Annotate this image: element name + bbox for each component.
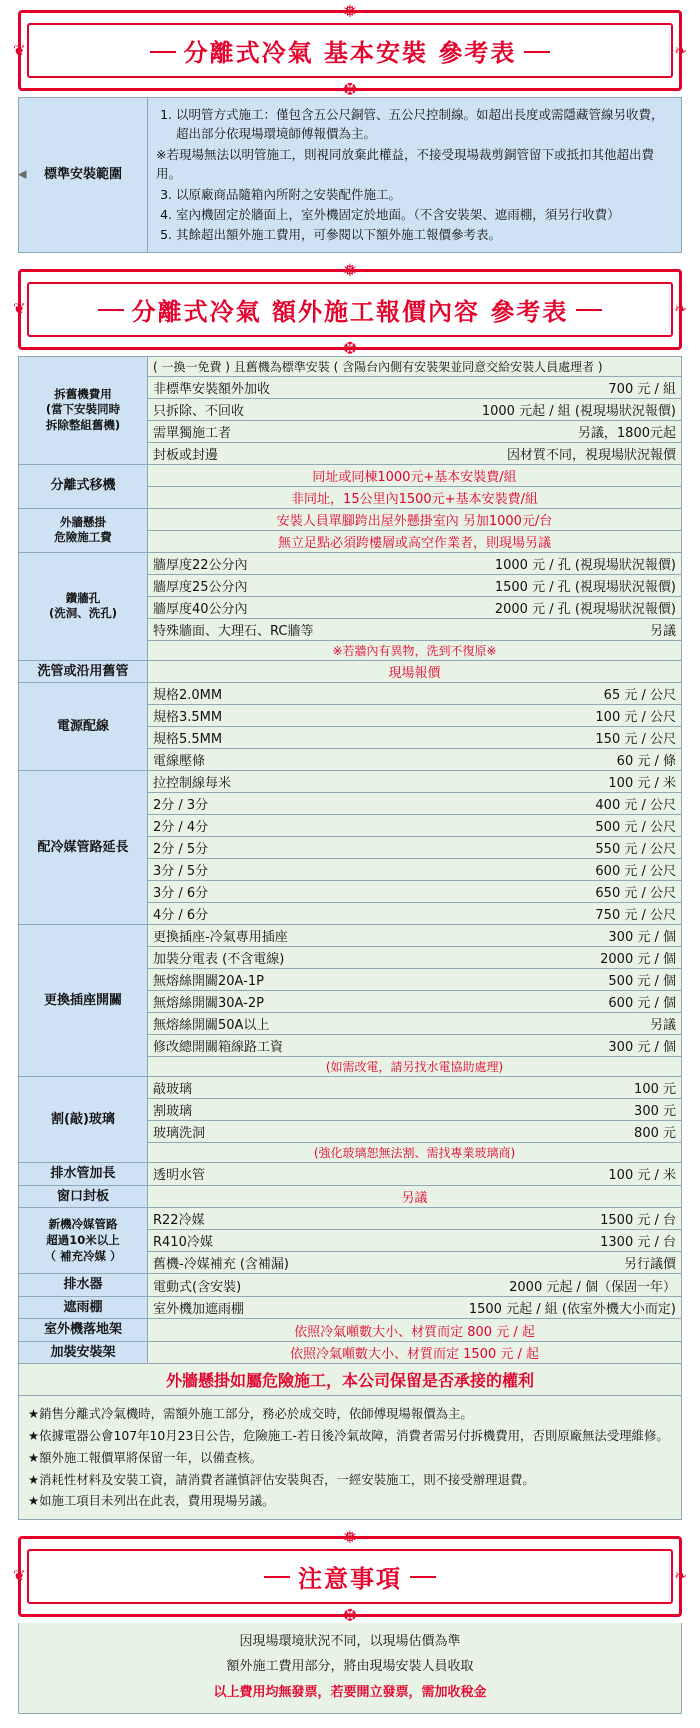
price-note: 另議 — [148, 1185, 682, 1208]
standard-scope-table — [18, 97, 682, 253]
price-row — [148, 969, 682, 991]
price-value: 700 元 / 組 — [608, 381, 676, 397]
row-label: 加裝安裝架 — [19, 1341, 148, 1364]
price-lead: ( 一換一免費 ) 且舊機為標準安裝 ( 含陽台內側有安裝架並同意交給安裝人員處理者 ) — [148, 356, 682, 376]
table-row — [19, 1163, 682, 1186]
price-value: 1000 元 / 孔 (視現場狀況報價) — [494, 557, 676, 573]
table-row — [19, 1319, 682, 1342]
list-item: 5. 其餘超出額外施工費用，可參閱以下額外施工報價參考表。 — [176, 225, 673, 244]
banner-title: 分離式冷氣 額外施工報價內容 參考表 — [132, 292, 569, 327]
price-value: 1000 元起 / 組 (視現場狀況報價) — [481, 403, 676, 419]
row-label: 室外機落地架 — [19, 1319, 148, 1342]
price-footnote: ※若牆內有異物，洗到不復原※ — [148, 640, 682, 660]
banner-title: 分離式冷氣 基本安裝 參考表 — [184, 33, 517, 68]
price-value: 300 元 — [634, 1104, 676, 1120]
table-row — [19, 1341, 682, 1364]
price-item: 牆厚度25公分內 — [153, 579, 248, 595]
price-item: 3分 / 5分 — [153, 864, 209, 880]
price-value: 550 元 / 公尺 — [595, 842, 676, 858]
price-item: 規格5.5MM — [153, 732, 223, 748]
row-label: 拆舊機費用 (當下安裝同時 拆除整組舊機) — [19, 356, 148, 464]
banner-notice — [13, 1527, 687, 1626]
price-item: 敲玻璃 — [153, 1082, 193, 1098]
ornament-left-icon: ❦ — [13, 41, 26, 59]
price-item: 規格2.0MM — [153, 688, 223, 704]
row-label: 鑽牆孔 (洗洞、洗孔) — [19, 552, 148, 660]
scope-content — [148, 98, 682, 253]
price-row — [148, 705, 682, 727]
price-value: 1500 元 / 孔 (視現場狀況報價) — [494, 579, 676, 595]
price-footnote: (強化玻璃恕無法割、需找專業玻璃商) — [148, 1143, 682, 1163]
price-value: 150 元 / 公尺 — [595, 732, 676, 748]
banner-extra-work — [13, 260, 687, 359]
price-note: 同址或同棟1000元+基本安裝費/組 — [148, 464, 682, 486]
price-note: 非同址，15公里內1500元+基本安裝費/組 — [148, 486, 682, 508]
ornament-bottom-icon: ❆ — [342, 1605, 358, 1626]
ornament-right-icon: ❧ — [674, 41, 687, 59]
price-value: 65 元 / 公尺 — [603, 688, 676, 704]
price-value: 100 元 / 公尺 — [595, 710, 676, 726]
price-value: 100 元 / 米 — [608, 776, 676, 792]
row-label: 電源配線 — [19, 683, 148, 771]
price-value: 500 元 / 個 — [608, 974, 676, 990]
price-note: 無立足點必須跨樓層或高空作業者，則現場另議 — [148, 530, 682, 552]
price-row — [148, 574, 682, 596]
table-row — [19, 925, 682, 947]
ornament-left-icon: ❦ — [13, 299, 26, 318]
ornament-top-icon: ❅ — [342, 1527, 358, 1548]
price-row — [148, 376, 682, 398]
price-item: 無熔絲開關50A以上 — [153, 1018, 270, 1034]
price-row — [148, 420, 682, 442]
price-value: 因材質不同，視現場狀況報價 — [506, 447, 676, 463]
row-label: 割(敲)玻璃 — [19, 1077, 148, 1163]
price-row — [148, 1035, 682, 1057]
banner-basic-install — [13, 2, 687, 100]
price-row — [148, 1121, 682, 1143]
list-item: 3. 以原廠商品隨箱內所附之安裝配件施工。 — [176, 185, 673, 204]
price-note: 安裝人員單腳跨出屋外懸掛室內 另加1000元/台 — [148, 508, 682, 530]
price-value: 60 元 / 條 — [616, 754, 676, 770]
row-label: 排水管加長 — [19, 1163, 148, 1186]
price-item: 無熔絲開關20A-1P — [153, 974, 264, 990]
price-item: 玻璃洗洞 — [153, 1126, 206, 1142]
price-sheet-page — [0, 2, 700, 1714]
notice-list — [18, 1623, 682, 1714]
price-row — [148, 1013, 682, 1035]
ornament-left-icon: ❦ — [13, 1566, 26, 1585]
footnote-item: ★如施工項目未列出在此表，費用現場另議。 — [28, 1493, 275, 1509]
price-row — [148, 596, 682, 618]
price-value: 400 元 / 公尺 — [595, 798, 676, 814]
price-value: 600 元 / 公尺 — [595, 864, 676, 880]
price-row — [148, 1208, 682, 1230]
ornament-right-icon: ❧ — [674, 1566, 687, 1585]
price-item: 2分 / 3分 — [153, 798, 209, 814]
extra-work-price-table — [18, 356, 682, 1365]
price-row — [148, 1077, 682, 1099]
table-row — [19, 1274, 682, 1297]
price-item: 只拆除、不回收 — [153, 403, 245, 419]
price-item: 2分 / 4分 — [153, 820, 209, 836]
price-value: 600 元 / 個 — [608, 996, 676, 1012]
price-note: 依照冷氣噸數大小、材質而定 800 元 / 起 — [148, 1319, 682, 1342]
list-item: 4. 室內機固定於牆面上，室外機固定於地面。（不含安裝架、遮雨棚，須另行收費） — [176, 205, 673, 224]
price-value: 300 元 / 個 — [608, 930, 676, 946]
price-item: 3分 / 6分 — [153, 886, 209, 902]
price-row — [148, 815, 682, 837]
price-item: 4分 / 6分 — [153, 908, 209, 924]
price-value: 1500 元 / 台 — [600, 1213, 676, 1229]
price-row — [148, 793, 682, 815]
price-value: 另議 — [649, 1018, 676, 1034]
price-footnote: (如需改電，請另找水電協助處理) — [148, 1057, 682, 1077]
table-row — [19, 464, 682, 486]
price-value: 另議 — [649, 623, 676, 639]
row-label: 排水器 — [19, 1274, 148, 1297]
price-row — [148, 991, 682, 1013]
price-row — [148, 771, 682, 793]
notice-item: 額外施工費用部分，將由現場安裝人員收取 — [226, 1659, 474, 1675]
list-item: 1. 以明管方式施工：僅包含五公尺銅管、五公尺控制線。如超出長度或需隱藏管線另收費，超出部分依現場環境師傅報價為主。 — [176, 105, 673, 144]
price-row — [148, 727, 682, 749]
price-item: 舊機-冷媒補充 (含補漏) — [153, 1257, 289, 1273]
price-item: 電線壓條 — [153, 754, 206, 770]
price-row — [148, 947, 682, 969]
footnotes — [18, 1396, 682, 1520]
price-item: 牆厚度22公分內 — [153, 557, 248, 573]
price-item: 室外機加遮雨棚 — [153, 1302, 245, 1318]
price-row — [148, 859, 682, 881]
row-label: 遮雨棚 — [19, 1296, 148, 1319]
ornament-top-icon: ❅ — [342, 260, 358, 281]
banner-title: 注意事項 — [298, 1559, 402, 1594]
price-value: 650 元 / 公尺 — [595, 886, 676, 902]
price-row — [148, 1252, 682, 1274]
price-row — [148, 925, 682, 947]
row-label: 窗口封板 — [19, 1185, 148, 1208]
price-item: 規格3.5MM — [153, 710, 223, 726]
price-value: 2000 元 / 孔 (視現場狀況報價) — [494, 601, 676, 617]
ornament-right-icon: ❧ — [674, 299, 687, 318]
price-row — [148, 1163, 682, 1186]
price-item: 透明水管 — [153, 1168, 206, 1184]
price-row — [148, 1274, 682, 1297]
danger-work-warning: 外牆懸掛如屬危險施工，本公司保留是否承接的權利 — [18, 1364, 682, 1396]
row-label: 更換插座開關 — [19, 925, 148, 1077]
price-value: 300 元 / 個 — [608, 1040, 676, 1056]
price-item: 電動式(含安裝) — [153, 1279, 242, 1295]
list-item: ※若現場無法以明管施工，則視同放棄此權益，不接受現場裁剪銅管留下或抵扣其他超出費用。 — [156, 146, 654, 182]
row-label: 配冷媒管路延長 — [19, 771, 148, 925]
price-item: 2分 / 5分 — [153, 842, 209, 858]
price-item: 修改總開關箱線路工資 — [153, 1040, 284, 1056]
price-note: 依照冷氣噸數大小、材質而定 1500 元 / 起 — [148, 1341, 682, 1364]
price-row — [148, 749, 682, 771]
price-row — [148, 837, 682, 859]
price-item: 拉控制線每米 — [153, 776, 232, 792]
price-item: 特殊牆面、大理石、RC牆等 — [153, 623, 314, 639]
price-row — [148, 442, 682, 464]
price-value: 1500 元起 / 組 (依室外機大小而定) — [468, 1302, 676, 1318]
price-value: 1300 元 / 台 — [600, 1235, 676, 1251]
footnote-item: ★消耗性材料及安裝工資，請消費者謹慎評估安裝與否，一經安裝施工，則不接受辦理退費。 — [28, 1471, 535, 1487]
footnote-item: ★額外施工報價單將保留一年，以備查核。 — [28, 1449, 263, 1465]
price-item: R22冷媒 — [153, 1213, 205, 1229]
price-row — [148, 881, 682, 903]
notice-item: 以上費用均無發票，若要開立發票，需加收稅金 — [213, 1684, 487, 1700]
price-row — [148, 1230, 682, 1252]
price-row — [148, 1296, 682, 1319]
price-item: 需單獨施工者 — [153, 425, 232, 441]
price-item: 更換插座-冷氣專用插座 — [153, 930, 288, 946]
table-row — [19, 1296, 682, 1319]
price-note: 現場報價 — [148, 660, 682, 683]
row-label: 外牆懸掛 危險施工費 — [19, 508, 148, 552]
scope-label: ◀ 標準安裝範圍 — [19, 98, 148, 253]
price-value: 800 元 — [634, 1126, 676, 1142]
table-row — [19, 771, 682, 793]
ornament-bottom-icon: ❆ — [342, 80, 358, 100]
price-row — [148, 1099, 682, 1121]
ornament-top-icon: ❅ — [342, 2, 358, 22]
row-label: 分離式移機 — [19, 464, 148, 508]
row-label: 新機冷媒管路 超過10米以上 （ 補充冷媒 ） — [19, 1208, 148, 1274]
price-value: 2000 元 / 個 — [600, 952, 676, 968]
table-row — [19, 683, 682, 705]
price-item: R410冷媒 — [153, 1235, 213, 1251]
ornament-bottom-icon: ❆ — [342, 338, 358, 359]
price-value: 另行議價 — [623, 1257, 676, 1273]
price-value: 750 元 / 公尺 — [595, 908, 676, 924]
price-row — [148, 618, 682, 640]
row-label: 洗管或沿用舊管 — [19, 660, 148, 683]
table-row — [19, 660, 682, 683]
table-row — [19, 356, 682, 376]
table-row — [19, 508, 682, 530]
price-value: 500 元 / 公尺 — [595, 820, 676, 836]
footnote-item: ★銷售分離式冷氣機時，需額外施工部分，務必於成交時，依師傅現場報價為主。 — [28, 1406, 473, 1422]
price-value: 2000 元起 / 個（保固一年） — [509, 1279, 676, 1295]
table-row — [19, 1208, 682, 1230]
price-row — [148, 683, 682, 705]
price-item: 非標準安裝額外加收 — [153, 381, 271, 397]
price-value: 100 元 / 米 — [608, 1168, 676, 1184]
price-row — [148, 903, 682, 925]
footnote-item: ★依據電器公會107年10月23日公告，危險施工-若日後冷氣故障，消費者需另付拆機費用，否則原廠無法受理維修。 — [28, 1428, 669, 1444]
price-item: 加裝分電表 (不含電線) — [153, 952, 285, 968]
price-item: 封板或封邊 — [153, 447, 219, 463]
price-item: 無熔絲開關30A-2P — [153, 996, 264, 1012]
price-row — [148, 398, 682, 420]
notice-item: 因現場環境狀況不同，以現場估價為準 — [239, 1633, 461, 1649]
table-row — [19, 552, 682, 574]
table-row — [19, 1185, 682, 1208]
price-value: 100 元 — [634, 1082, 676, 1098]
price-value: 另議，1800元起 — [577, 425, 676, 441]
table-row — [19, 1077, 682, 1099]
price-item: 牆厚度40公分內 — [153, 601, 248, 617]
price-item: 割玻璃 — [153, 1104, 193, 1120]
price-row — [148, 552, 682, 574]
